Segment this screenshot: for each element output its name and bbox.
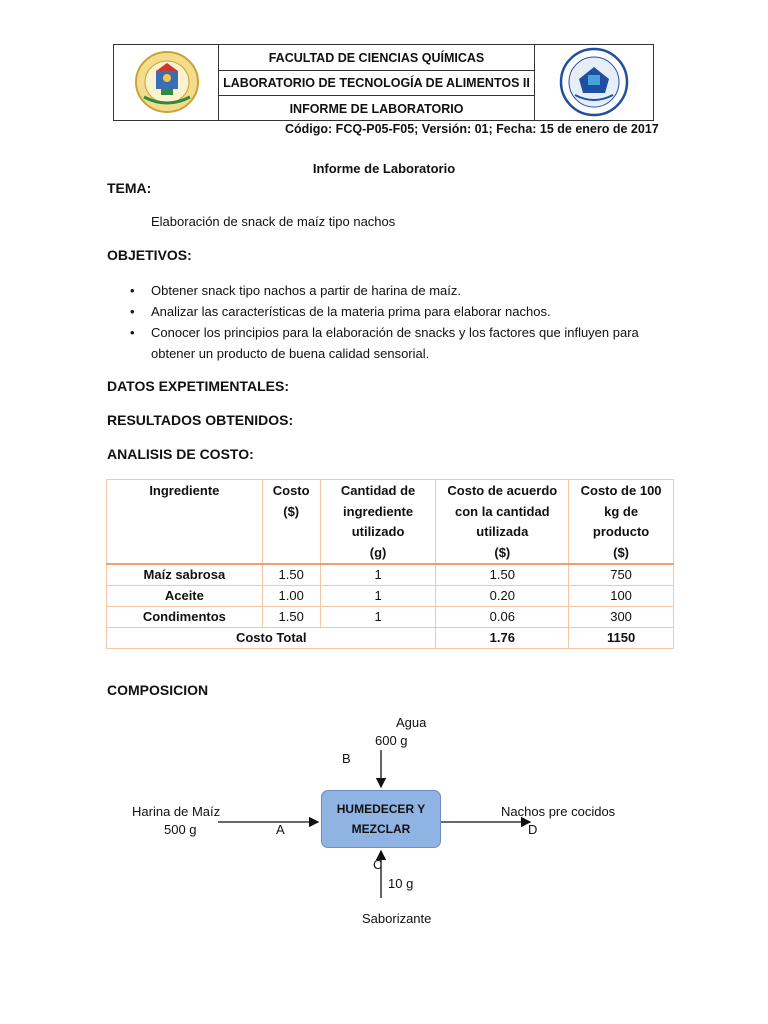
process-box: HUMEDECER Y MEZCLAR [321,790,441,848]
input-c-name: Saborizante [362,911,432,926]
col-costo-acuerdo: Costo de acuerdo con la cantidad utilizada ($) [436,480,569,565]
lab-title: LABORATORIO DE TECNOLOGÍA DE ALIMENTOS II [218,71,535,96]
input-b-name: Agua [396,715,427,730]
stream-a-label: A [276,822,285,837]
document-title: Informe de Laboratorio [312,161,456,176]
input-a-name: Harina de Maíz [132,804,221,819]
input-b-qty: 600 g [375,733,408,748]
faculty-title: FACULTAD DE CIENCIAS QUÍMICAS [218,45,535,71]
col-costo-100: Costo de 100 kg de producto ($) [569,480,674,565]
objetivos-heading: OBJETIVOS: [107,247,192,263]
costo-heading: ANALISIS DE COSTO: [107,446,254,462]
list-item: • Conocer los principios para la elaboración de snacks y los factores que influyen para obtener un producto de buena calidad sensorial. [130,322,663,364]
resultados-heading: RESULTADOS OBTENIDOS: [107,412,294,428]
report-title: INFORME DE LABORATORIO [289,101,464,116]
stream-d-label: D [528,822,538,837]
input-a-qty: 500 g [164,822,197,837]
output-d-name: Nachos pre cocidos [501,804,616,819]
stream-c-label: C [373,857,383,872]
tema-heading: TEMA: [107,180,152,196]
datos-heading: DATOS EXPETIMENTALES: [107,378,290,394]
table-total-row: Costo Total 1.76 1150 [107,628,674,649]
table-row: Aceite 1.00 1 0.20 100 [107,586,674,607]
composicion-heading: COMPOSICION [107,682,209,698]
tema-text: Elaboración de snack de maíz tipo nachos [151,214,396,229]
col-costo: Costo ($) [262,480,320,565]
table-row: Maíz sabrosa 1.50 1 1.50 750 [107,564,674,586]
col-cantidad: Cantidad de ingrediente utilizado (g) [320,480,436,565]
stream-b-label: B [342,751,351,766]
input-c-qty: 10 g [388,876,414,891]
list-item: • Analizar las características de la materia prima para elaborar nachos. [130,301,670,322]
col-ingrediente: Ingrediente [107,480,263,565]
list-item: • Obtener snack tipo nachos a partir de harina de maíz. [130,280,670,301]
document-code: Código: FCQ-P05-F05; Versión: 01; Fecha: 15 de enero de 2017 [285,122,659,136]
table-row: Condimentos 1.50 1 0.06 300 [107,607,674,628]
